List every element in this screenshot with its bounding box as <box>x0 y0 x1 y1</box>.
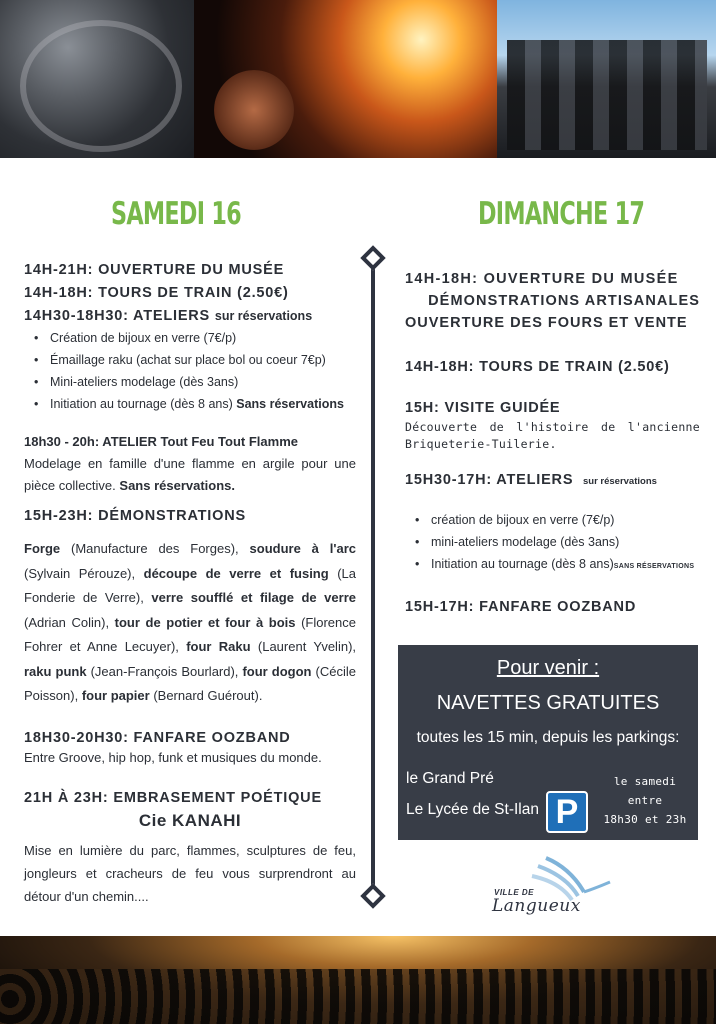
samedi-ouverture-heading: 14H-21H: OUVERTURE DU MUSÉE <box>24 262 285 278</box>
dimanche-ateliers-label: 15H30-17H: ATELIERS <box>405 472 574 488</box>
column-divider <box>371 258 375 896</box>
list-item: • Initiation au tournage (dès 8 ans) Sans réservations <box>34 393 356 415</box>
day-title-dimanche: DIMANCHE 17 <box>478 196 645 232</box>
navettes-heading: NAVETTES GRATUITES <box>436 692 660 714</box>
footer-photo-crowd <box>0 936 716 1024</box>
samedi-ateliers-label: 14H30-18H30: ATELIERS <box>24 308 211 324</box>
list-item: • Mini-ateliers modelage (dès 3ans) <box>34 371 356 393</box>
divider-diamond-top <box>360 245 385 270</box>
samedi-ateliers-list <box>34 327 356 415</box>
flamme-note: Sans réservations. <box>119 478 236 493</box>
dimanche-visite-heading: 15H: VISITE GUIDÉE <box>405 400 561 416</box>
divider-diamond-bottom <box>360 883 385 908</box>
samedi-program <box>24 259 356 908</box>
navettes-schedule: le samedi entre 18h30 et 23h <box>603 775 687 826</box>
access-title: Pour venir : <box>496 657 600 679</box>
samedi-demo-heading: 15H-23H: DÉMONSTRATIONS <box>24 508 246 524</box>
dimanche-ateliers-list <box>415 509 700 578</box>
langueux-logo <box>488 852 618 922</box>
navettes-frequency: toutes les 15 min, depuis les parkings: <box>416 729 680 746</box>
samedi-embrasement-heading: 21H À 23H: EMBRASEMENT POÉTIQUE <box>24 789 322 806</box>
dimanche-ouverture-heading: 14H-18H: OUVERTURE DU MUSÉE <box>405 271 679 287</box>
samedi-fanfare-heading: 18H30-20H30: FANFARE OOZBAND <box>24 729 291 746</box>
list-item: • Initiation au tournage (dès 8 ans)SANS RÉSERVATIONS <box>415 553 700 578</box>
photo-octopus-sculpture <box>0 0 194 158</box>
dimanche-fours-heading: OUVERTURE DES FOURS ET VENTE <box>405 315 688 331</box>
dimanche-visite-text: Découverte de l'histoire de l'ancienne Briqueterie-Tuilerie. <box>405 420 700 451</box>
parking-location-1: le Grand Pré <box>406 770 494 787</box>
logo-name-text: Langueux <box>492 896 581 916</box>
sans-reservations-note: SANS RÉSERVATIONS <box>613 563 695 570</box>
samedi-flamme-text: Modelage en famille d'une flamme en argile pour une pièce collective. Sans réservations. <box>24 456 356 493</box>
logo-small-text: VILLE DE <box>494 888 535 897</box>
parking-icon: P <box>546 791 588 833</box>
dimanche-fanfare-heading: 15H-17H: FANFARE OOZBAND <box>405 599 637 615</box>
list-item: • création de bijoux en verre (7€/p) <box>415 509 700 531</box>
access-info-box <box>398 645 698 840</box>
list-item: • Création de bijoux en verre (7€/p) <box>34 327 356 349</box>
list-item: • Émaillage raku (achat sur place bol ou coeur 7€p) <box>34 349 356 371</box>
photo-marching-band <box>497 0 716 158</box>
dimanche-train-heading: 14H-18H: TOURS DE TRAIN (2.50€) <box>405 359 670 375</box>
samedi-ateliers-note: sur réservations <box>214 309 313 323</box>
day-title-samedi: SAMEDI 16 <box>111 196 241 232</box>
dimanche-program <box>405 268 700 618</box>
samedi-train-heading: 14H-18H: TOURS DE TRAIN (2.50€) <box>24 285 289 301</box>
photo-fire-breather <box>194 0 497 158</box>
dimanche-ateliers-note: sur réservations <box>582 476 657 487</box>
samedi-embrasement-text: Mise en lumière du parc, flammes, sculptures de feu, jongleurs et cracheurs de feu vous surprendront au détour d'un chemin.... <box>24 842 356 904</box>
sans-reservations-note: Sans réservations <box>236 397 344 411</box>
list-item: • mini-ateliers modelage (dès 3ans) <box>415 531 700 553</box>
samedi-demo-text: Forge (Manufacture des Forges), soudure à l'arc (Sylvain Pérouze), découpe de verre et fusing (La Fonderie de Verre), verre soufflé et filage de verre (Adrian Colin), tour de potier et four à bois (Florence Fohrer et Anne Lecuyer), four Raku (Laurent Yvelin), raku punk (Jean-François Bourlard), four dogon (Cécile Poisson), four papier (Bernard Guérout). <box>24 541 357 703</box>
samedi-ateliers-heading <box>24 305 356 327</box>
samedi-flamme-heading: 18h30 - 20h: ATELIER Tout Feu Tout Flamme <box>24 434 298 449</box>
parking-location-2: Le Lycée de St-Ilan <box>406 801 539 818</box>
dimanche-demonstrations-heading: DÉMONSTRATIONS ARTISANALES <box>428 293 700 309</box>
samedi-cie-name: Cie KANAHI <box>138 810 242 830</box>
header-photo-strip <box>0 0 716 158</box>
dimanche-ateliers-heading <box>405 469 700 493</box>
samedi-fanfare-text: Entre Groove, hip hop, funk et musiques du monde. <box>24 749 322 765</box>
